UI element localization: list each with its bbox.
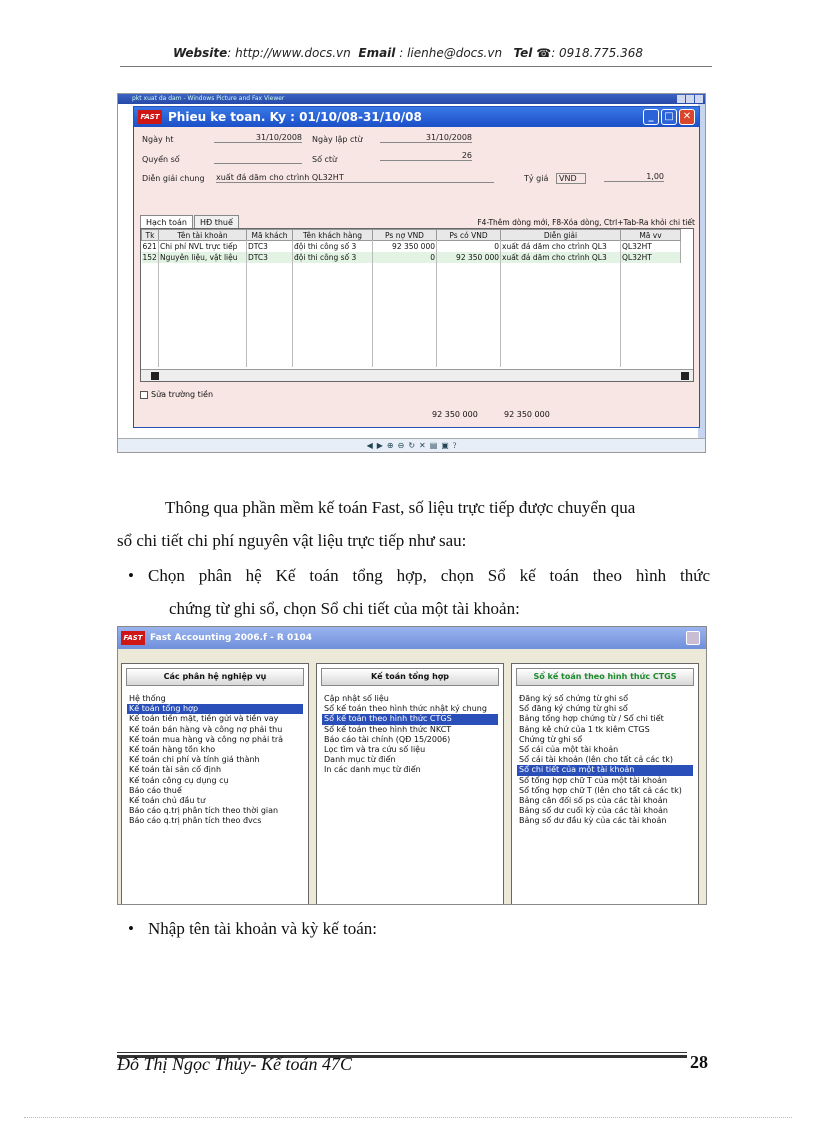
website-label: Website <box>172 46 228 60</box>
grid-divider <box>292 240 293 367</box>
menu-item[interactable]: Kế toán tiền mặt, tiền gửi và tiền vay <box>129 714 279 724</box>
rotate-icon[interactable]: ↻ <box>408 441 416 450</box>
page-header <box>0 46 816 60</box>
ngay-ht-label: Ngày ht <box>142 135 174 144</box>
footer-rule <box>117 1052 687 1053</box>
close-icon[interactable] <box>686 631 700 645</box>
menu-item[interactable]: Sổ tổng hợp chữ T của một tài khoản <box>519 775 667 785</box>
cell[interactable]: DTC3 <box>247 252 293 263</box>
menu-item[interactable]: Báo cáo q.trị phân tích theo đvcs <box>129 816 262 826</box>
grid-divider <box>436 240 437 367</box>
menu-item[interactable]: Sổ cái tài khoản (lên cho tất cả các tk) <box>519 755 673 765</box>
ngay-lap-label: Ngày lập ctừ <box>312 135 363 144</box>
ty-gia-label: Tỷ giá <box>524 174 549 183</box>
grid-divider <box>620 240 621 367</box>
grid-divider <box>246 240 247 367</box>
cell[interactable]: 152 <box>142 252 157 262</box>
col-ma-vv[interactable]: Mã vv <box>621 230 681 241</box>
menu-item[interactable]: Cập nhật số liệu <box>324 694 389 703</box>
menu-item[interactable]: Bảng số dư cuối kỳ của các tài khoản <box>519 806 668 816</box>
cell[interactable]: xuất đá dăm cho ctrình QL3 <box>501 241 621 252</box>
entries-grid <box>140 228 694 382</box>
ngay-lap-field[interactable]: 31/10/2008 <box>380 133 472 143</box>
dien-giai-label: Diễn giải chung <box>142 174 205 183</box>
viewer-titlebar <box>118 94 705 104</box>
quyen-so-label: Quyển số <box>142 155 180 164</box>
cell[interactable]: 0 <box>437 241 501 252</box>
delete-icon[interactable]: ✕ <box>419 441 426 450</box>
maximize-icon[interactable]: □ <box>661 109 677 125</box>
menu-item[interactable]: Kế toán bán hàng và công nợ phải thu <box>129 724 283 734</box>
grid-header <box>142 230 681 241</box>
scroll-left-icon[interactable] <box>151 372 159 380</box>
checkbox-icon[interactable] <box>140 391 148 399</box>
cell[interactable]: đội thi công số 3 <box>293 252 373 263</box>
cell[interactable]: Chi phí NVL trực tiếp <box>159 241 247 252</box>
menu-item[interactable]: In các danh mục từ điển <box>324 765 421 775</box>
cell[interactable]: QL32HT <box>621 252 681 263</box>
menu-item[interactable]: Sổ kế toán theo hình thức CTGS <box>322 714 498 724</box>
tab-hach-toan[interactable]: Hạch toán <box>140 215 193 229</box>
scroll-right-icon[interactable] <box>681 372 689 380</box>
menu-item[interactable]: Kế toán tài sản cố định <box>129 765 222 775</box>
fast-logo-icon: FAST <box>121 631 145 645</box>
tel-value: : 0918.775.368 <box>551 46 644 60</box>
paragraph-line: Thông qua phần mềm kế toán Fast, số liệu trực tiếp được chuyển qua <box>165 498 636 517</box>
dien-giai-field[interactable]: xuất đá dăm cho ctrình QL32HT <box>216 173 494 183</box>
cell[interactable]: xuất đá dăm cho ctrình QL3 <box>501 252 621 263</box>
tel-label: Tel <box>513 46 533 60</box>
grid-divider <box>372 240 373 367</box>
zoom-in-icon[interactable]: ⊕ <box>386 441 394 450</box>
fast-logo-icon: FAST <box>138 110 162 124</box>
menu-item[interactable]: Danh mục từ điển <box>324 755 396 765</box>
col-ma-khach[interactable]: Mã khách <box>247 230 293 241</box>
viewer-toolbar <box>118 438 705 452</box>
so-ctu-field[interactable]: 26 <box>380 151 472 161</box>
shortcut-hint: F4-Thêm dòng mới, F8-Xóa dòng, Ctrl+Tab-Ra khỏi chi tiết <box>477 218 695 227</box>
cell[interactable]: 621 <box>142 241 157 251</box>
minimize-icon[interactable]: _ <box>643 109 659 125</box>
bullet-continued <box>169 592 709 626</box>
so-ctu-label: Số ctừ <box>312 155 338 164</box>
menu-item[interactable]: Đăng ký số chứng từ ghi sổ <box>519 694 628 703</box>
cell[interactable]: Nguyên liệu, vật liệu <box>159 252 247 263</box>
voucher-titlebar <box>134 107 699 127</box>
panel-heading: Các phân hệ nghiệp vụ <box>126 668 304 686</box>
grid-divider <box>500 240 501 367</box>
checkbox-label: Sửa trường tiền <box>151 390 214 399</box>
cell[interactable]: 0 <box>373 252 437 263</box>
menu-item[interactable]: Hệ thống <box>129 694 166 703</box>
col-ten-tk[interactable]: Tên tài khoản <box>159 230 247 241</box>
viewer-maximize-icon[interactable] <box>686 95 694 103</box>
menu-item[interactable]: Báo cáo q.trị phân tích theo thời gian <box>129 806 279 816</box>
col-dien-giai[interactable]: Diễn giải <box>501 230 621 241</box>
voucher-title: Phieu ke toan. Ky : 01/10/08-31/10/08 <box>168 110 422 124</box>
cell[interactable]: đội thi công số 3 <box>293 241 373 252</box>
menu-item[interactable]: Bảng tổng hợp chứng từ / Sổ chi tiết <box>519 714 664 724</box>
col-ps-co[interactable]: Ps có VND <box>437 230 501 241</box>
menu-item[interactable]: Sổ cái của một tài khoản <box>519 745 619 755</box>
menu-item[interactable]: Báo cáo tài chính (QĐ 15/2006) <box>324 734 451 744</box>
col-ps-no[interactable]: Ps nợ VND <box>373 230 437 241</box>
email-label: Email <box>358 46 396 60</box>
bullet-item <box>148 919 377 939</box>
cell[interactable]: 92 350 000 <box>373 241 437 252</box>
cell[interactable]: 92 350 000 <box>437 252 501 263</box>
panel-heading: Kế toán tổng hợp <box>321 668 499 686</box>
currency-field[interactable]: VND <box>556 173 586 184</box>
paragraph-line: sổ chi tiết chi phí nguyên vật liệu trực tiếp như sau: <box>117 531 467 550</box>
table-row[interactable] <box>142 241 681 252</box>
bullet-text: chứng từ ghi sổ, chọn Sổ chi tiết của một tài khoản: <box>169 599 520 618</box>
general-ledger-panel <box>316 663 504 905</box>
ledger-menu-list <box>322 694 498 776</box>
print-icon[interactable]: ▤ <box>429 441 438 450</box>
page-number: 28 <box>690 1052 708 1072</box>
menu-item[interactable]: Kế toán tổng hợp <box>127 704 303 714</box>
viewer-close-icon[interactable] <box>695 95 703 103</box>
voucher-tabs <box>140 215 240 229</box>
menu-item[interactable]: Bảng kê chứ của 1 tk kiêm CTGS <box>519 724 650 734</box>
cell[interactable]: DTC3 <box>247 241 293 252</box>
menu-item[interactable]: Lọc tìm và tra cứu số liệu <box>324 745 426 755</box>
bullet-text: Chọn phân hệ Kế toán tổng hợp, chọn Sổ kế toán theo hình thức <box>148 566 710 585</box>
phone-icon: ☎ <box>536 46 552 60</box>
panel-heading: Sổ kế toán theo hình thức CTGS <box>516 668 694 686</box>
app-title: Fast Accounting 2006.f - R 0104 <box>150 633 312 643</box>
menu-item[interactable]: Kế toán mua hàng và công nợ phải trả <box>129 734 284 744</box>
footer-author: Đỗ Thị Ngọc Thủy- Kế toán 47C <box>117 1054 353 1074</box>
menu-item[interactable]: Kế toán chi phí và tính giá thành <box>129 755 260 765</box>
paragraph <box>117 491 709 525</box>
menu-screenshot <box>117 626 707 905</box>
menu-item[interactable]: Sổ tổng hợp chữ T (lên cho tất cả các tk) <box>519 785 682 795</box>
close-icon[interactable]: ✕ <box>679 109 695 125</box>
viewer-title: pkt xuat da dam - Windows Picture and Fax Viewer <box>132 95 285 102</box>
voucher-window <box>133 106 700 428</box>
header-rule <box>120 66 712 67</box>
sua-truong-tien-checkbox[interactable] <box>140 390 213 399</box>
menu-item[interactable]: Bảng cân đối số ps của các tài khoản <box>519 796 668 806</box>
quyen-so-field[interactable] <box>214 153 302 164</box>
fast-titlebar <box>118 627 706 649</box>
grid-hscrollbar[interactable] <box>141 369 693 381</box>
viewer-minimize-icon[interactable] <box>677 95 685 103</box>
menu-item[interactable]: Sổ kế toán theo hình thức NKCT <box>324 724 452 734</box>
module-list <box>127 694 303 827</box>
menu-item[interactable]: Báo cáo thuế <box>129 785 182 795</box>
menu-item[interactable]: Chứng từ ghi sổ <box>519 734 583 744</box>
prev-icon[interactable]: ◀ <box>366 441 373 450</box>
menu-item[interactable]: Kế toán chủ đầu tư <box>129 796 206 806</box>
voucher-screenshot <box>117 93 706 453</box>
email-value: : lienhe@docs.vn <box>395 46 503 60</box>
website-value: : http://www.docs.vn <box>227 46 351 60</box>
module-panel <box>121 663 309 905</box>
cell[interactable]: QL32HT <box>621 241 681 252</box>
total-credit: 92 350 000 <box>504 410 550 419</box>
col-ten-khach[interactable]: Tên khách hàng <box>293 230 373 241</box>
bullet-text: Nhập tên tài khoản và kỳ kế toán: <box>148 919 377 938</box>
ctgs-panel <box>511 663 699 905</box>
menu-item[interactable]: Sổ đăng ký chứng từ ghi sổ <box>519 704 628 714</box>
ngay-ht-field[interactable]: 31/10/2008 <box>214 133 302 143</box>
total-debit: 92 350 000 <box>432 410 478 419</box>
ctgs-menu-list <box>517 694 693 827</box>
zoom-out-icon[interactable]: ⊖ <box>397 441 405 450</box>
tab-hd-thue[interactable]: HĐ thuế <box>194 215 239 229</box>
menu-item[interactable]: Sổ kế toán theo hình thức nhật ký chung <box>324 704 487 714</box>
help-icon[interactable]: ? <box>452 441 457 450</box>
grid-divider <box>158 240 159 367</box>
next-icon[interactable]: ▶ <box>376 441 383 450</box>
paragraph-continued <box>117 524 709 558</box>
save-icon[interactable]: ▣ <box>441 441 449 450</box>
table-row[interactable] <box>142 252 681 263</box>
bullet-item <box>148 566 710 586</box>
col-tk[interactable]: Tk <box>142 230 159 241</box>
menu-item[interactable]: Bảng số dư đầu kỳ của các tài khoản <box>519 816 667 826</box>
rate-field[interactable]: 1,00 <box>604 172 664 182</box>
menu-item[interactable]: Kế toán công cụ dụng cụ <box>129 775 229 785</box>
page-edge <box>24 1117 792 1118</box>
menu-item[interactable]: Kế toán hàng tồn kho <box>129 745 216 755</box>
menu-item[interactable]: Sổ chi tiết của một tài khoản <box>517 765 693 775</box>
